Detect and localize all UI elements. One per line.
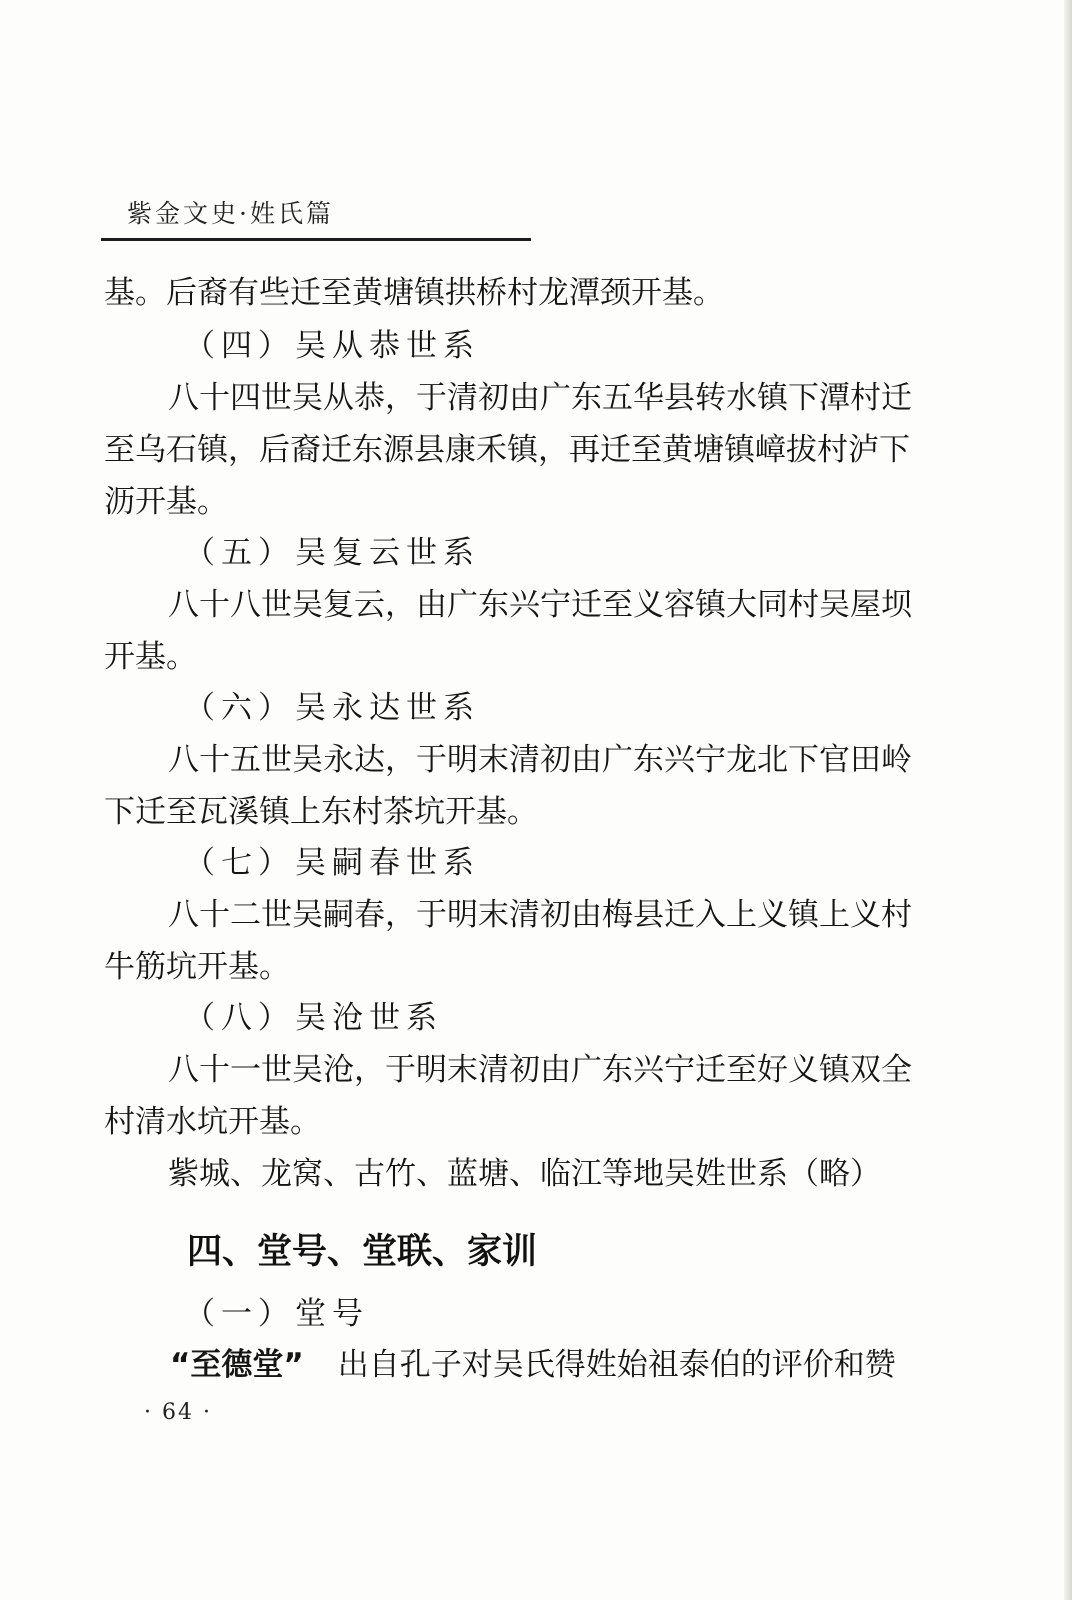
running-head: 紫金文史·姓氏篇 [127, 199, 334, 228]
text-line-continuation: 出自孔子对吴氏得姓始祖泰伯的评价和赞 [337, 1347, 896, 1383]
text-line: 基。后裔有些迁至黄塘镇拱桥村龙潭颈开基。 [104, 275, 724, 311]
text-line: 八十二世吴嗣春，于明末清初由梅县迁入上义镇上义村 [168, 897, 912, 933]
hall-name-term: “至德堂” [170, 1347, 304, 1383]
text-line [170, 1339, 896, 1384]
text-line: 村清水坑开基。 [104, 1104, 321, 1140]
subsection-heading-5: （五）吴复云世系 [184, 535, 480, 571]
subsection-heading-7: （七）吴嗣春世系 [184, 845, 480, 881]
text-line: 紫城、龙窝、古竹、蓝塘、临江等地吴姓世系（略） [168, 1156, 881, 1192]
text-line: 八十一世吴沧，于明末清初由广东兴宁迁至好义镇双全 [168, 1052, 912, 1088]
page-edge-shadow [1064, 0, 1072, 1600]
page-number: · 64 · [144, 1400, 212, 1425]
subsection-heading-tanghao: （一）堂号 [184, 1296, 369, 1332]
text-line: 至乌石镇，后裔迁东源县康禾镇，再迁至黄塘镇嶂拔村泸下 [104, 432, 910, 468]
text-line: 八十八世吴复云，由广东兴宁迁至义容镇大同村吴屋坝 [168, 587, 912, 623]
subsection-heading-8: （八）吴沧世系 [184, 1000, 443, 1036]
section-heading: 四、堂号、堂联、家训 [187, 1232, 538, 1272]
text-line: 下迁至瓦溪镇上东村茶坑开基。 [104, 794, 538, 830]
text-line: 牛筋坑开基。 [104, 949, 290, 985]
subsection-heading-6: （六）吴永达世系 [184, 690, 480, 726]
text-line: 八十四世吴从恭，于清初由广东五华县转水镇下潭村迁 [168, 380, 912, 416]
text-line: 开基。 [104, 639, 197, 675]
subsection-heading-4: （四）吴从恭世系 [184, 328, 480, 364]
text-line: 八十五世吴永达，于明末清初由广东兴宁龙北下官田岭 [168, 742, 912, 778]
running-head-rule [101, 238, 531, 241]
text-line: 沥开基。 [104, 484, 228, 520]
